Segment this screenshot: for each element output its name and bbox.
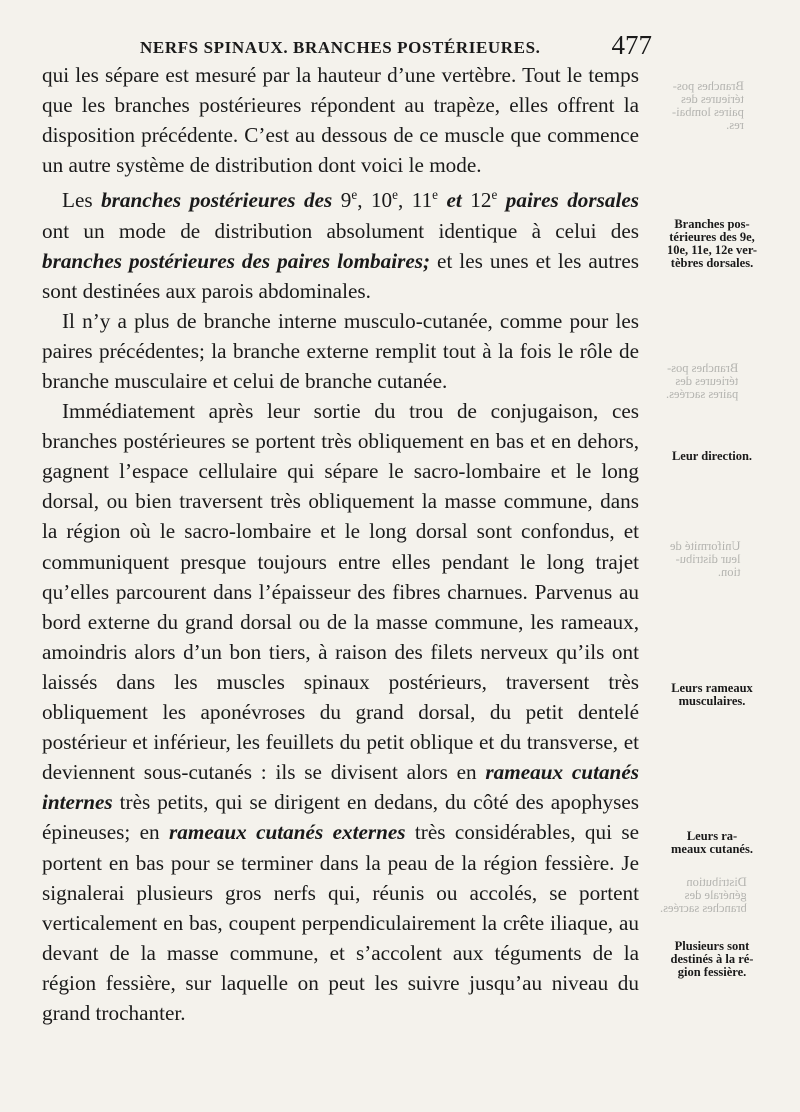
text-run: très petits, qui se dirigent en dedans, du côté des apophyses épineuses; en <box>42 790 639 845</box>
paragraph <box>42 306 639 396</box>
text-run: Immédiatement après leur sortie du trou de conjugaison, ces branches postérieures se portent très obliquement en bas et en dehors, gagnent l’espace cellulaire qui sépare le sacro-lombaire et le long dorsal, ou bien traversent très obliquement la masse commune, dans la région où le sacro-lombaire et le long dorsal sont confondus, et communiquent presque toujours entre elles pendant le long trajet qu’elles parcourent dans l’épaisseur des fibres charnues. Parvenus au bord externe du grand dorsal ou de la masse commune, les rameaux, amoindris alors d’un bon tiers, à raison des filets nerveux qu’ils ont laissés dans les muscles spinaux postérieurs, traversent très obliquement les aponévroses du grand dorsal, du petit dentelé postérieur et inférieur, les feuillets du petit oblique et du transverse, et deviennent sous-cutanés : ils se divisent alors en <box>42 399 639 785</box>
show-through-note <box>672 80 744 132</box>
show-through-note <box>666 362 738 401</box>
text-run: très considérables, qui se portent en bas pour se terminer dans la peau de la région fessière. Je signalerai plusieurs gros nerfs qui, réunis ou accolés, se portent verticalement en bas, coupent perpendiculairement la crête iliaque, au devant de la masse commune, et s’accolent aux téguments de la région fessière, sur laquelle on peut les suivre jusqu’au niveau du grand trochanter. <box>42 820 639 1025</box>
text-run: e <box>432 187 438 203</box>
margin-note <box>656 940 768 979</box>
show-through-line: paires sacrées. <box>666 387 739 401</box>
margin-note-line: tèbres dorsales. <box>670 256 754 270</box>
show-through-line: térieures des <box>681 92 744 106</box>
italic-term: branches postérieures des paires lombaires; <box>42 248 431 273</box>
margin-note-line: Leur direction. <box>671 449 753 463</box>
margin-note-line: Plusieurs sont <box>674 939 750 953</box>
show-through-line: Branches pos- <box>667 361 739 375</box>
margin-note <box>656 450 768 463</box>
show-through-line: générale des <box>684 888 747 902</box>
show-through-line: Distribution <box>686 875 747 889</box>
margin-note-line: Branches pos- <box>674 217 750 231</box>
body-text <box>42 60 639 1028</box>
show-through-note <box>670 540 740 579</box>
italic-term: branches postérieures des <box>101 188 341 213</box>
text-run: 9 <box>340 188 352 213</box>
show-through-note <box>660 876 747 915</box>
paragraph <box>42 396 639 1028</box>
italic-term: paires dorsales <box>505 188 640 213</box>
margin-note-line: musculaires. <box>678 694 746 708</box>
margin-note-line: Leurs ra- <box>686 829 738 843</box>
text-run: Les <box>62 188 102 213</box>
text-run <box>497 188 505 212</box>
show-through-line: branches sacrées. <box>660 901 747 915</box>
margin-note-line: destinés à la ré- <box>670 952 754 966</box>
text-run: , 11 <box>397 188 433 213</box>
text-run: e <box>351 187 358 203</box>
text-run: , 10 <box>357 188 393 213</box>
margin-note <box>656 830 768 856</box>
show-through-line: Branches pos- <box>672 79 744 93</box>
show-through-line: tion. <box>717 565 741 579</box>
margin-note-line: gion fessière. <box>677 965 747 979</box>
margin-note-line: meaux cutanés. <box>671 842 753 856</box>
running-head: NERFS SPINAUX. BRANCHES POSTÉRIEURES. <box>140 38 541 57</box>
text-run: et les unes et les autres sont destinées aux parois abdominales. <box>42 248 639 303</box>
text-run: qui les sépare est mesuré par la hauteur d’une vertèbre. Tout le temps que les branches postérieures répondent au trapèze, elles offrent la disposition précédente. C’est au dessous de ce muscle que commence un autre système de distribution dont voici le mode. <box>42 63 639 178</box>
text-run: ont un mode de distribution absolument identique à celui des <box>42 218 639 243</box>
show-through-line: res. <box>726 118 744 132</box>
text-run: 12 <box>470 188 492 213</box>
text-run: e <box>392 187 398 203</box>
margin-note-line: 10e, 11e, 12e ver- <box>666 243 758 257</box>
page-header <box>140 30 652 64</box>
show-through-line: térieures des <box>675 374 739 388</box>
show-through-line: leur distribu- <box>675 552 741 566</box>
italic-term: et <box>446 188 471 213</box>
text-run: Il n’y a plus de branche interne musculo-cutanée, comme pour les paires précédentes; la branche externe remplit tout à la fois le rôle de branche musculaire et celui de branche cutanée. <box>42 308 639 393</box>
margin-note <box>656 218 768 270</box>
show-through-line: Uniformité de <box>670 539 741 553</box>
show-through-line: paires lombai- <box>672 105 744 119</box>
margin-note-line: térieures des 9e, <box>669 230 755 244</box>
margin-note <box>656 682 768 708</box>
italic-term: rameaux cutanés externes <box>169 820 406 845</box>
text-run: e <box>491 187 498 203</box>
page-number: 477 <box>611 30 652 60</box>
paragraph <box>42 180 639 305</box>
paragraph <box>42 60 639 180</box>
italic-term: rameaux cutanés internes <box>42 760 639 815</box>
margin-note-line: Leurs rameaux <box>671 681 753 695</box>
